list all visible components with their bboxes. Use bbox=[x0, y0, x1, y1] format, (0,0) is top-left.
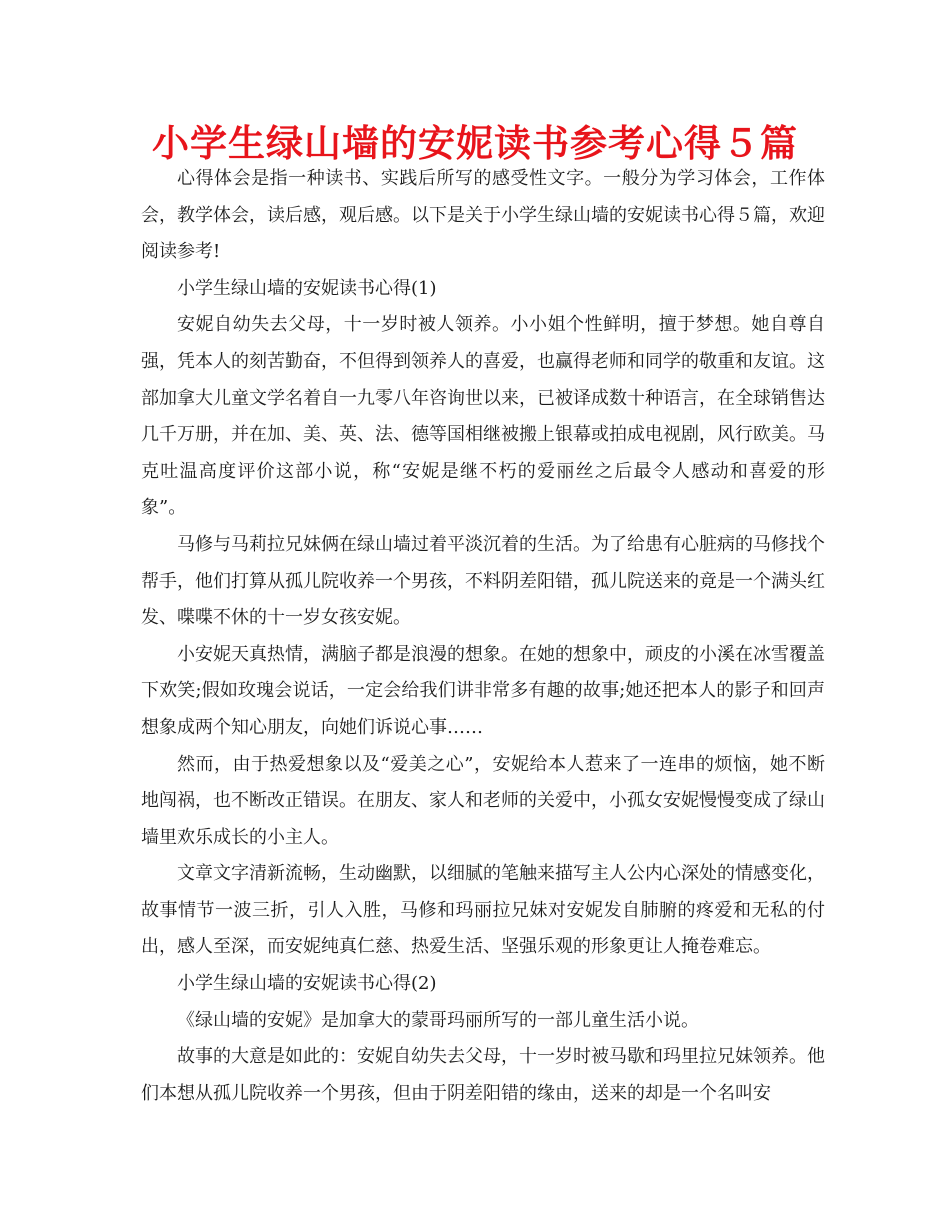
body-paragraph: 故事的大意是如此的：安妮自幼失去父母，十一岁时被马歇和玛里拉兄妹领养。他们本想从孤儿院收养一个男孩，但由于阴差阳错的缘由，送来的却是一个名叫安 bbox=[141, 1046, 825, 1104]
body-paragraph: 马修与马莉拉兄妹俩在绿山墙过着平淡沉着的生活。为了给患有心脏病的马修找个帮手，他们打算从孤儿院收养一个男孩，不料阴差阳错，孤儿院送来的竟是一个满头红发、喋喋不休的十一岁女孩安妮。 bbox=[141, 533, 825, 629]
body-paragraph: 小安妮天真热情，满脑子都是浪漫的想象。在她的想象中，顽皮的小溪在冰雪覆盖下欢笑;假如玫瑰会说话，一定会给我们讲非常多有趣的故事;她还把本人的影子和回声想象成两个知心朋友，向她们诉说心事…… bbox=[141, 643, 825, 738]
section-heading-1: 小学生绿山墙的安妮读书心得(1) bbox=[177, 277, 437, 299]
intro-paragraph: 心得体会是指一种读书、实践后所写的感受性文字。一般分为学习体会，工作体会，教学体会，读后感，观后感。以下是关于小学生绿山墙的安妮读书心得５篇，欢迎阅读参考! bbox=[141, 168, 825, 263]
body-paragraph: 《绿山墙的安妮》是加拿大的蒙哥玛丽所写的一部儿童生活小说。 bbox=[177, 1009, 699, 1031]
document-title: 小学生绿山墙的安妮读书参考心得５篇 bbox=[152, 122, 798, 165]
section-heading-2: 小学生绿山墙的安妮读书心得(2) bbox=[177, 973, 437, 995]
body-paragraph: 然而，由于热爱想象以及“爱美之心”，安妮给本人惹来了一连串的烦恼，她不断地闯祸，也不断改正错误。在朋友、家人和老师的关爱中，小孤女安妮慢慢变成了绿山墙里欢乐成长的小主人。 bbox=[141, 753, 825, 848]
body-paragraph: 安妮自幼失去父母，十一岁时被人领养。小小姐个性鲜明，擅于梦想。她自尊自强，凭本人的刻苦勤奋，不但得到领养人的喜爱，也赢得老师和同学的敬重和友谊。这部加拿大儿童文学名着自一九零八年咨询世以来，已被译成数十种语言，在全球销售达几千万册，并在加、美、英、法、德等国相继被搬上银幕或拍成电视剧，风行欧美。马克吐温高度评价这部小说，称“安妮是继不朽的爱丽丝之后最令人感动和喜爱的形象”。 bbox=[141, 314, 825, 519]
body-paragraph: 文章文字清新流畅，生动幽默，以细腻的笔触来描写主人公内心深处的情感变化，故事情节一波三折，引人入胜，马修和玛丽拉兄妹对安妮发自肺腑的疼爱和无私的付出，感人至深，而安妮纯真仁慈、热爱生活、坚强乐观的形象更让人掩卷难忘。 bbox=[141, 863, 825, 958]
document-body bbox=[141, 161, 825, 1112]
